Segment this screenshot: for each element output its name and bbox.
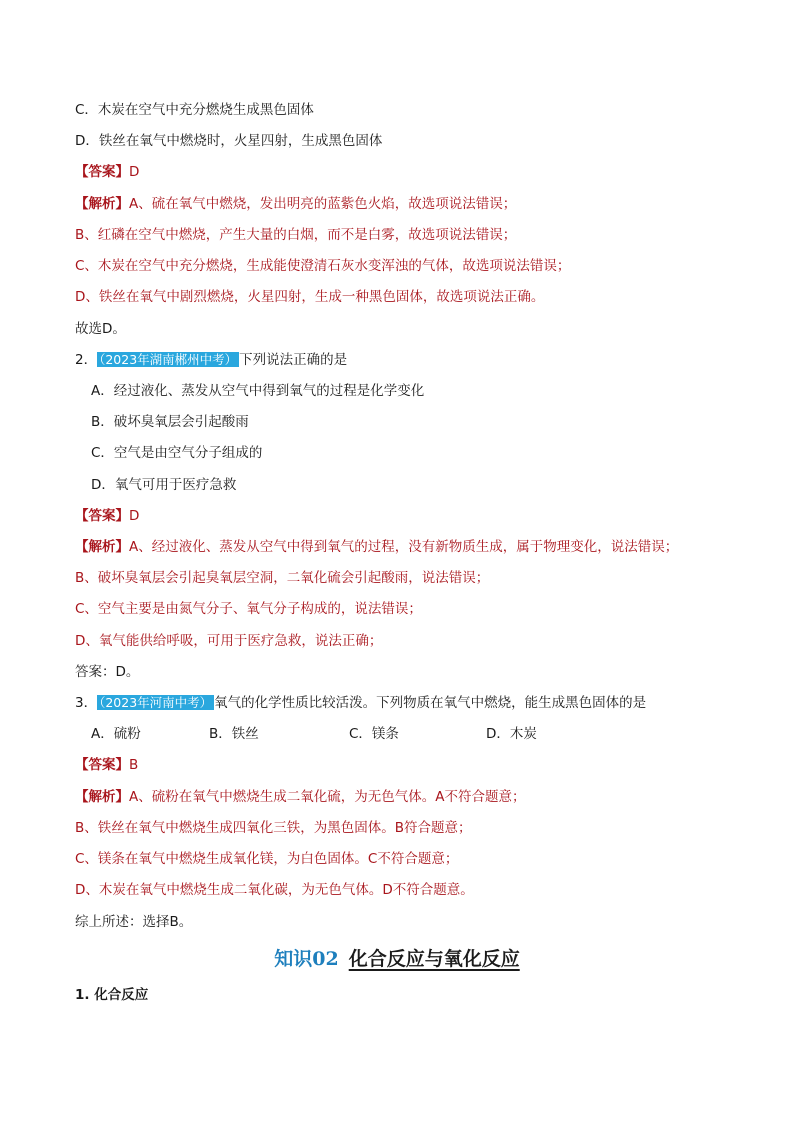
- q2-answer: [75, 506, 139, 526]
- q3-option-c: C．镁条: [349, 726, 399, 742]
- q2-option-b: B．破坏臭氧层会引起酸雨: [91, 414, 249, 430]
- source-badge: （2023年湖南郴州中考）: [99, 352, 238, 367]
- q1-analysis-d: D、铁丝在氧气中剧烈燃烧，火星四射，生成一种黑色固体，故选项说法正确。: [75, 289, 545, 305]
- analysis-text: A、硫粉在氧气中燃烧生成二氧化硫，为无色气体。A不符合题意；: [129, 789, 526, 805]
- answer-value: B: [129, 757, 139, 773]
- analysis-tag: 【解析】: [75, 789, 129, 805]
- q3-analysis-b: B、铁丝在氧气中燃烧生成四氧化三铁，为黑色固体。B符合题意；: [75, 820, 472, 836]
- q3-option-b: B．铁丝: [209, 726, 259, 742]
- q2-option-c: C．空气是由空气分子组成的: [91, 445, 263, 461]
- q2-conclusion: 答案：D。: [75, 664, 140, 680]
- q2-analysis-b: B、破坏臭氧层会引起臭氧层空洞，二氧化硫会引起酸雨，说法错误；: [75, 570, 490, 586]
- q1-conclusion: 故选D。: [75, 321, 126, 337]
- answer-tag: 【答案】: [75, 757, 129, 773]
- subheading: 1. 化合反应: [75, 987, 149, 1003]
- q1-option-c: C．木炭在空气中充分燃烧生成黑色固体: [75, 102, 314, 118]
- q1-analysis-b: B、红磷在空气中燃烧，产生大量的白烟，而不是白雾，故选项说法错误；: [75, 227, 517, 243]
- q3-conclusion: 综上所述：选择B。: [75, 914, 193, 930]
- q3-analysis-c: C、镁条在氧气中燃烧生成氧化镁，为白色固体。C不符合题意；: [75, 851, 459, 867]
- q2-option-a: A．经过液化、蒸发从空气中得到氧气的过程是化学变化: [91, 383, 425, 399]
- q3-analysis-a: [75, 787, 525, 807]
- analysis-tag: 【解析】: [75, 196, 129, 212]
- answer-value: D: [129, 164, 140, 180]
- q3-option-d: D．木炭: [486, 726, 537, 742]
- source-badge: （2023年河南中考）: [99, 695, 213, 710]
- q3-options: [91, 724, 537, 744]
- section-title: 化合反应与氧化反应: [348, 948, 520, 970]
- q1-analysis-c: C、木炭在空气中充分燃烧，生成能使澄清石灰水变浑浊的气体，故选项说法错误；: [75, 258, 571, 274]
- answer-tag: 【答案】: [75, 164, 129, 180]
- q1-option-d: D．铁丝在氧气中燃烧时，火星四射，生成黑色固体: [75, 133, 383, 149]
- q1-analysis-a: [75, 194, 516, 214]
- q2-option-d: D．氧气可用于医疗急救: [91, 477, 237, 493]
- q2-analysis-c: C、空气主要是由氮气分子、氧气分子构成的，说法错误；: [75, 601, 422, 617]
- q3-stem: [75, 693, 646, 713]
- section-number: 知识02: [274, 948, 339, 970]
- section-heading: [0, 944, 794, 974]
- analysis-text: A、经过液化、蒸发从空气中得到氧气的过程，没有新物质生成，属于物理变化，说法错误；: [129, 539, 679, 555]
- q2-stem: [75, 350, 347, 370]
- q2-analysis-a: [75, 537, 678, 557]
- q3-analysis-d: D、木炭在氧气中燃烧生成二氧化碳，为无色气体。D不符合题意。: [75, 882, 474, 898]
- question-number: 2．: [75, 352, 98, 368]
- question-number: 3．: [75, 695, 98, 711]
- q3-answer: [75, 755, 138, 775]
- answer-value: D: [129, 508, 140, 524]
- q1-answer: [75, 162, 139, 182]
- answer-tag: 【答案】: [75, 508, 129, 524]
- q2-analysis-d: D、氧气能供给呼吸，可用于医疗急救，说法正确；: [75, 633, 383, 649]
- question-text: 下列说法正确的是: [239, 352, 348, 368]
- analysis-tag: 【解析】: [75, 539, 129, 555]
- q3-option-a: A．硫粉: [91, 726, 141, 742]
- question-text: 氧气的化学性质比较活泼。下列物质在氧气中燃烧，能生成黑色固体的是: [214, 695, 647, 711]
- analysis-text: A、硫在氧气中燃烧，发出明亮的蓝紫色火焰，故选项说法错误；: [129, 196, 517, 212]
